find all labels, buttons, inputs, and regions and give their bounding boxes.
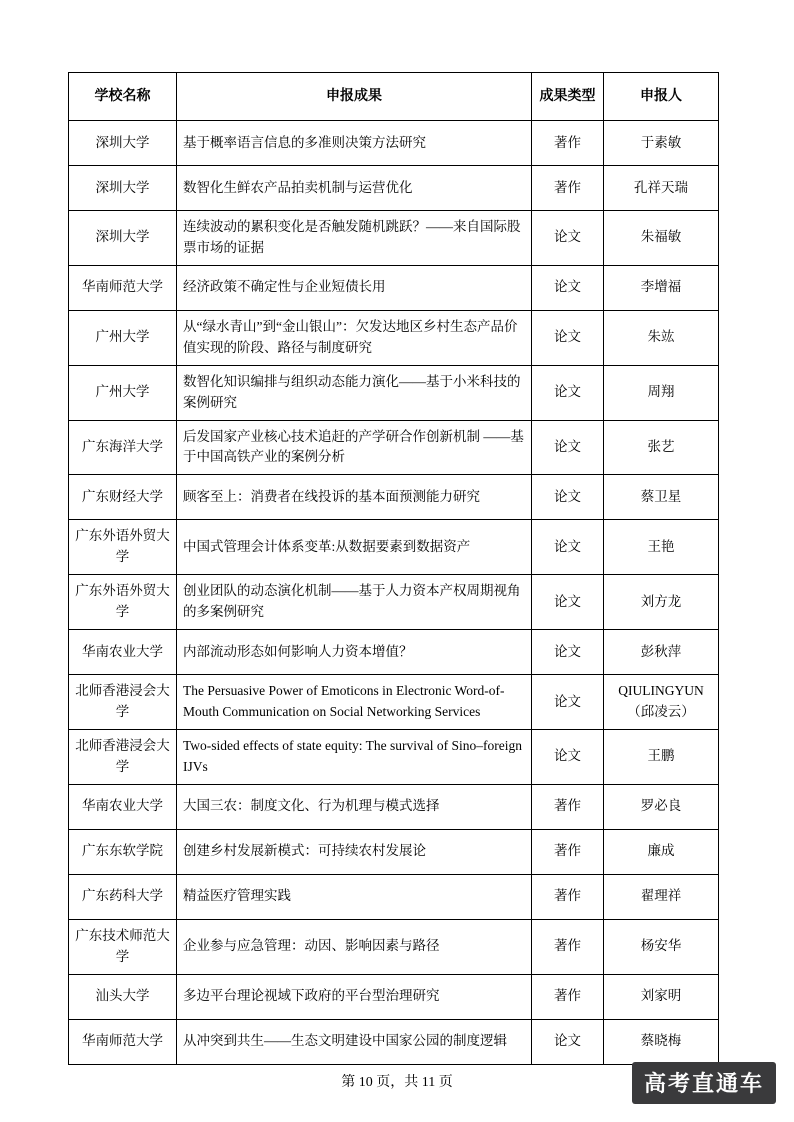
table-cell: 论文 (532, 475, 604, 520)
table-cell: 从“绿水青山”到“金山银山”：欠发达地区乡村生态产品价值实现的阶段、路径与制度研究 (177, 310, 532, 365)
table-cell: 论文 (532, 265, 604, 310)
table-row (69, 729, 719, 784)
table-cell: 廉成 (604, 829, 719, 874)
table-cell: 著作 (532, 919, 604, 974)
table-row (69, 919, 719, 974)
table-cell: 论文 (532, 310, 604, 365)
table-cell: 北师香港浸会大学 (69, 675, 177, 730)
table-row (69, 420, 719, 475)
table-cell: 朱福敏 (604, 211, 719, 266)
table-cell: 广东外语外贸大学 (69, 575, 177, 630)
table-cell: 李增福 (604, 265, 719, 310)
column-header: 成果类型 (532, 73, 604, 121)
table-row (69, 784, 719, 829)
table-cell: 深圳大学 (69, 166, 177, 211)
brand-logo: 高考直通车 (632, 1062, 776, 1104)
table-row (69, 874, 719, 919)
table-cell: 华南农业大学 (69, 630, 177, 675)
table-cell: 大国三农：制度文化、行为机理与模式选择 (177, 784, 532, 829)
table-cell: 连续波动的累积变化是否触发随机跳跃？——来自国际股票市场的证据 (177, 211, 532, 266)
table-cell: 中国式管理会计体系变革:从数据要素到数据资产 (177, 520, 532, 575)
table-row (69, 630, 719, 675)
table-cell: 广东东软学院 (69, 829, 177, 874)
table-cell: 广东外语外贸大学 (69, 520, 177, 575)
table-cell: 刘方龙 (604, 575, 719, 630)
table-cell: 基于概率语言信息的多准则决策方法研究 (177, 121, 532, 166)
table-row (69, 310, 719, 365)
table-row (69, 265, 719, 310)
table-cell: 数智化知识编排与组织动态能力演化——基于小米科技的案例研究 (177, 365, 532, 420)
table-cell: 华南师范大学 (69, 265, 177, 310)
table-cell: 论文 (532, 420, 604, 475)
table-cell: 论文 (532, 211, 604, 266)
table-row (69, 166, 719, 211)
table-row (69, 475, 719, 520)
table-cell: 广东药科大学 (69, 874, 177, 919)
column-header: 申报人 (604, 73, 719, 121)
table-cell: 论文 (532, 675, 604, 730)
table-row (69, 1019, 719, 1064)
table-cell: 罗必良 (604, 784, 719, 829)
table-cell: 张艺 (604, 420, 719, 475)
table-row (69, 675, 719, 730)
table-cell: The Persuasive Power of Emoticons in Electronic Word-of-Mouth Communication on Social Networking Services (177, 675, 532, 730)
table-cell: 数智化生鲜农产品拍卖机制与运营优化 (177, 166, 532, 211)
table-cell: 内部流动形态如何影响人力资本增值？ (177, 630, 532, 675)
table-cell: 论文 (532, 630, 604, 675)
table-cell: 汕头大学 (69, 974, 177, 1019)
table-row (69, 520, 719, 575)
table-cell: QIULINGYUN（邱凌云） (604, 675, 719, 730)
table-cell: 广州大学 (69, 310, 177, 365)
table-cell: 论文 (532, 1019, 604, 1064)
table-cell: 企业参与应急管理：动因、影响因素与路径 (177, 919, 532, 974)
table-cell: 彭秋萍 (604, 630, 719, 675)
table-cell: 华南农业大学 (69, 784, 177, 829)
table-cell: Two-sided effects of state equity: The survival of Sino–foreign IJVs (177, 729, 532, 784)
table-cell: 著作 (532, 784, 604, 829)
table-cell: 王艳 (604, 520, 719, 575)
table-cell: 论文 (532, 575, 604, 630)
table-cell: 后发国家产业核心技术追赶的产学研合作创新机制 ——基于中国高铁产业的案例分析 (177, 420, 532, 475)
table-cell: 著作 (532, 166, 604, 211)
table-cell: 蔡晓梅 (604, 1019, 719, 1064)
table-cell: 王鹏 (604, 729, 719, 784)
table-cell: 顾客至上：消费者在线投诉的基本面预测能力研究 (177, 475, 532, 520)
table-cell: 华南师范大学 (69, 1019, 177, 1064)
table-body (69, 121, 719, 1065)
table-cell: 周翔 (604, 365, 719, 420)
table-cell: 深圳大学 (69, 121, 177, 166)
table-cell: 刘家明 (604, 974, 719, 1019)
table-cell: 广东财经大学 (69, 475, 177, 520)
table-cell: 孔祥天瑞 (604, 166, 719, 211)
table-cell: 著作 (532, 829, 604, 874)
table-cell: 经济政策不确定性与企业短债长用 (177, 265, 532, 310)
results-table (68, 72, 719, 1065)
table-cell: 深圳大学 (69, 211, 177, 266)
table-cell: 创业团队的动态演化机制——基于人力资本产权周期视角的多案例研究 (177, 575, 532, 630)
table-cell: 翟理祥 (604, 874, 719, 919)
column-header: 学校名称 (69, 73, 177, 121)
table-cell: 精益医疗管理实践 (177, 874, 532, 919)
table-cell: 著作 (532, 121, 604, 166)
table-cell: 广东技术师范大学 (69, 919, 177, 974)
table-cell: 于素敏 (604, 121, 719, 166)
table-cell: 北师香港浸会大学 (69, 729, 177, 784)
table-row (69, 575, 719, 630)
table-row (69, 121, 719, 166)
table-header-row (69, 73, 719, 121)
table-cell: 杨安华 (604, 919, 719, 974)
table-cell: 著作 (532, 974, 604, 1019)
table-cell: 朱竑 (604, 310, 719, 365)
table-cell: 蔡卫星 (604, 475, 719, 520)
table-row (69, 974, 719, 1019)
table-row (69, 829, 719, 874)
page-number: 第 10 页，共 11 页 (341, 1075, 453, 1090)
table-cell: 多边平台理论视域下政府的平台型治理研究 (177, 974, 532, 1019)
table-cell: 论文 (532, 729, 604, 784)
table-cell: 创建乡村发展新模式：可持续农村发展论 (177, 829, 532, 874)
table-row (69, 211, 719, 266)
table-cell: 广州大学 (69, 365, 177, 420)
table-row (69, 365, 719, 420)
table-cell: 论文 (532, 520, 604, 575)
table-cell: 从冲突到共生——生态文明建设中国家公园的制度逻辑 (177, 1019, 532, 1064)
table-cell: 论文 (532, 365, 604, 420)
column-header: 申报成果 (177, 73, 532, 121)
table-cell: 广东海洋大学 (69, 420, 177, 475)
table-cell: 著作 (532, 874, 604, 919)
